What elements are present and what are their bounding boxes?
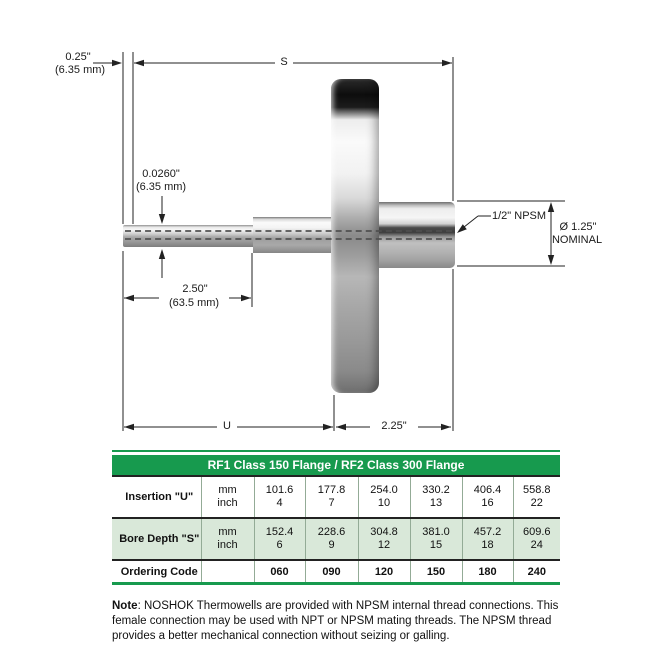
value-cell: [305, 518, 358, 560]
dim-insertion-u: U: [219, 420, 235, 433]
thermowell-stem: [123, 225, 254, 247]
s-mm-0: 152.4: [265, 526, 294, 538]
note-paragraph: [112, 599, 564, 644]
dim-bore-dia-mm: (6.35 mm): [135, 181, 187, 193]
dim-tip-length-inch: 0.25": [65, 51, 91, 63]
table-title-row: [112, 455, 560, 476]
s-mm-1: 228.6: [317, 526, 346, 538]
value-cell: [513, 476, 560, 518]
row-label-insertion-u: Insertion "U": [125, 490, 194, 503]
s-in-2: 12: [377, 539, 391, 551]
code-cell: 060: [254, 560, 305, 582]
u-mm-1: 177.8: [317, 484, 346, 496]
unit-cell: [201, 476, 254, 518]
value-cell: [254, 476, 305, 518]
unit-cell: [201, 518, 254, 560]
unit-mm: mm: [218, 526, 237, 538]
row-bore-depth-s: [112, 518, 560, 560]
dim-flange-to-end: 2.25": [370, 420, 418, 433]
u-in-2: 10: [377, 497, 391, 509]
u-in-3: 13: [429, 497, 443, 509]
value-cell: [358, 518, 410, 560]
s-in-5: 24: [530, 539, 543, 551]
unit-cell-empty: [201, 560, 254, 582]
value-cell: [358, 476, 410, 518]
s-in-3: 15: [429, 539, 443, 551]
bore-centerline-top: [125, 230, 452, 232]
value-cell: [462, 518, 513, 560]
s-mm-3: 381.0: [422, 526, 450, 538]
unit-inch: inch: [217, 497, 238, 509]
row-ordering-code: [112, 560, 560, 582]
u-in-1: 7: [328, 497, 335, 509]
value-cell: [462, 476, 513, 518]
table-title: RF1 Class 150 Flange / RF2 Class 300 Flange: [112, 455, 560, 476]
u-mm-0: 101.6: [265, 484, 294, 496]
unit-inch: inch: [217, 539, 238, 551]
row-label-bore-depth-s: Bore Depth "S": [119, 532, 200, 545]
s-mm-5: 609.6: [523, 526, 551, 538]
code-cell: 120: [358, 560, 410, 582]
u-mm-2: 254.0: [370, 484, 398, 496]
value-cell: [410, 518, 462, 560]
u-mm-5: 558.8: [523, 484, 551, 496]
value-cell: [410, 476, 462, 518]
dim-tip-section-mm: (63.5 mm): [159, 297, 229, 310]
note-label: Note: [112, 600, 138, 612]
thermowell-hex-body: [379, 202, 455, 268]
note-body: : NOSHOK Thermowells are provided with NPSM internal thread connections. This female connection may be used with NPT or NPSM mating threads. The NPSM thread provides a better mechanical connection without seizing or galling.: [112, 600, 559, 642]
table-top-rule: [112, 450, 560, 452]
unit-mm: mm: [218, 484, 237, 496]
thermowell-flange: [331, 79, 379, 393]
bore-centerline-bottom: [125, 238, 452, 240]
u-mm-4: 406.4: [473, 484, 502, 496]
s-in-4: 18: [481, 539, 494, 551]
code-cell: 180: [462, 560, 513, 582]
table-bottom-rule: [112, 582, 560, 585]
dim-bore-depth-s: S: [276, 56, 292, 69]
code-cell: 090: [305, 560, 358, 582]
label-nominal-dia: Ø 1.25": [559, 221, 597, 233]
code-cell: 150: [410, 560, 462, 582]
u-in-5: 22: [530, 497, 543, 509]
thermowell-shaft-step: [253, 217, 333, 253]
u-mm-3: 330.2: [422, 484, 450, 496]
s-in-1: 9: [328, 539, 335, 551]
value-cell: [305, 476, 358, 518]
s-mm-2: 304.8: [370, 526, 398, 538]
u-in-0: 4: [276, 497, 283, 509]
value-cell: [254, 518, 305, 560]
value-cell: [513, 518, 560, 560]
row-label-ordering-code: Ordering Code: [120, 565, 198, 578]
dim-bore-dia-inch: 0.0260": [142, 168, 180, 180]
label-npsm-thread: 1/2" NPSM: [492, 210, 547, 222]
label-nominal-word: NOMINAL: [551, 234, 603, 246]
s-in-0: 6: [276, 539, 283, 551]
dimension-table: [112, 450, 560, 585]
s-mm-4: 457.2: [473, 526, 502, 538]
dim-tip-length-mm: (6.35 mm): [54, 64, 106, 76]
row-insertion-u: [112, 476, 560, 518]
dim-tip-section-inch: 2.50": [182, 283, 208, 295]
code-cell: 240: [513, 560, 560, 582]
u-in-4: 16: [481, 497, 494, 509]
